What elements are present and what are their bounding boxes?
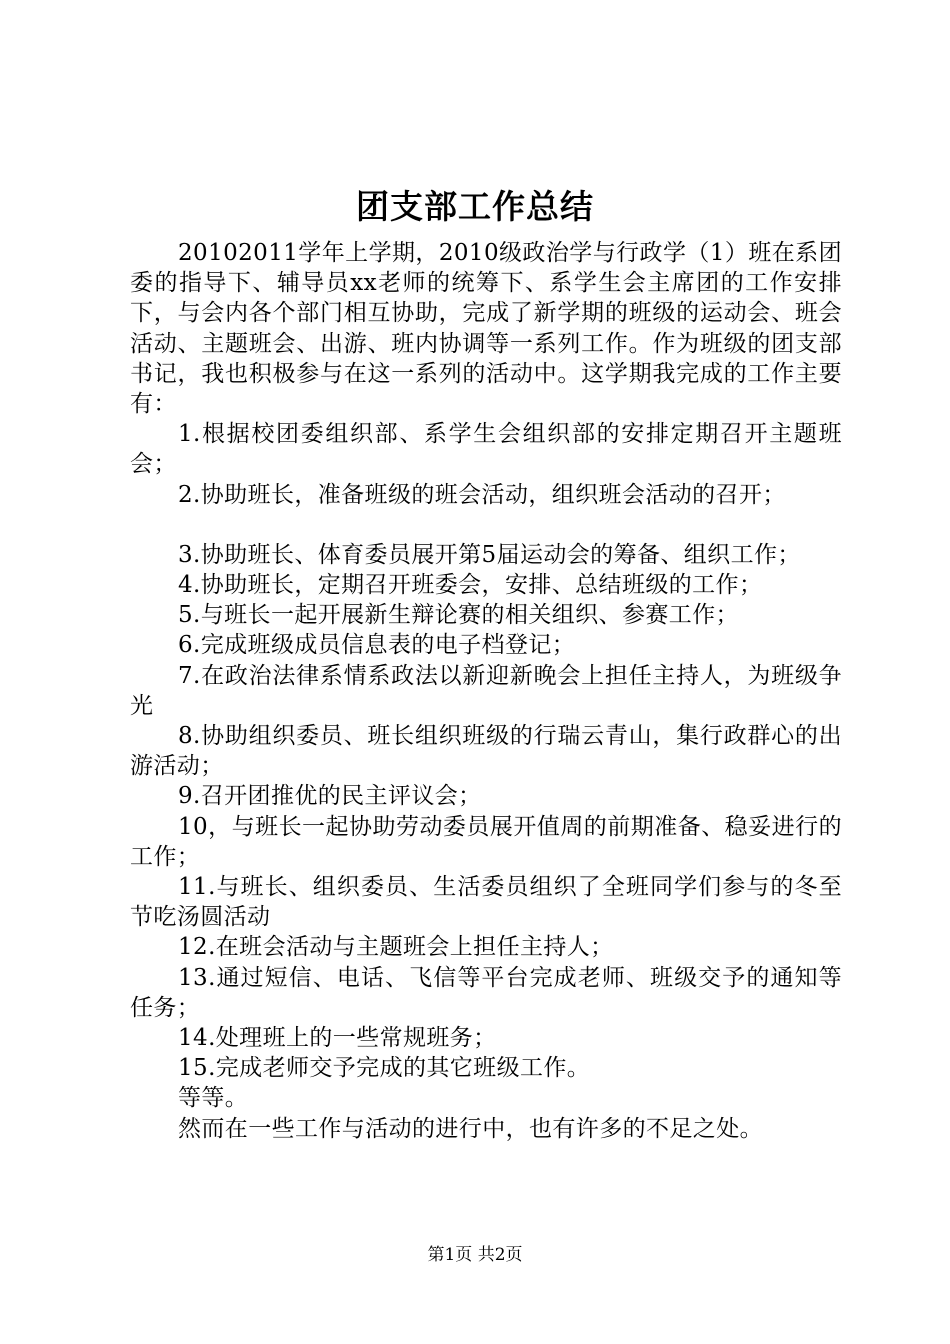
list-item: 7.在政治法律系情系政法以新迎新晚会上担任主持人，为班级争光	[130, 662, 842, 719]
page-footer: 第1页 共2页	[427, 1245, 523, 1265]
document-body	[130, 238, 842, 1144]
list-item: 11.与班长、组织委员、生活委员组织了全班同学们参与的冬至节吃汤圆活动	[130, 874, 842, 931]
list-item: 14.处理班上的一些常规班务；	[178, 1025, 497, 1052]
list-item: 10，与班长一起协助劳动委员展开值周的前期准备、稳妥进行的工作；	[130, 813, 842, 870]
list-item: 12.在班会活动与主题班会上担任主持人；	[178, 934, 614, 961]
intro-paragraph: 20102011学年上学期，2010级政治学与行政学（1）班在系团委的指导下、辅导员xx老师的统筹下、系学生会主席团的工作安排下，与会内各个部门相互协助，完成了新学期的班级的运动会、班会活动、主题班会、出游、班内协调等一系列工作。作为班级的团支部书记，我也积极参与在这一系列的活动中。这学期我完成的工作主要有：	[130, 240, 842, 418]
paragraph-gap	[130, 510, 842, 540]
list-item: 8.协助组织委员、班长组织班级的行瑞云青山，集行政群心的出游活动；	[130, 723, 842, 780]
list-item: 2.协助班长，准备班级的班会活动，组织班会活动的召开；	[178, 481, 786, 508]
document-title: 团支部工作总结	[356, 187, 594, 226]
list-item: 1.根据校团委组织部、系学生会组织部的安排定期召开主题班会；	[130, 421, 842, 478]
list-item: 5.与班长一起开展新生辩论赛的相关组织、参赛工作；	[178, 602, 739, 629]
list-item: 13.通过短信、电话、飞信等平台完成老师、班级交予的通知等任务；	[130, 964, 842, 1021]
list-item: 3.协助班长、体育委员展开第5届运动会的筹备、组织工作；	[178, 541, 801, 568]
list-item: 9.召开团推优的民主评议会；	[178, 783, 482, 810]
list-item: 4.协助班长，定期召开班委会，安排、总结班级的工作；	[178, 572, 763, 599]
closing-paragraph: 然而在一些工作与活动的进行中，也有许多的不足之处。	[178, 1115, 763, 1142]
list-item: 6.完成班级成员信息表的电子档登记；	[178, 632, 576, 659]
etc-paragraph: 等等。	[178, 1085, 249, 1112]
list-item: 15.完成老师交予完成的其它班级工作。	[178, 1055, 591, 1082]
